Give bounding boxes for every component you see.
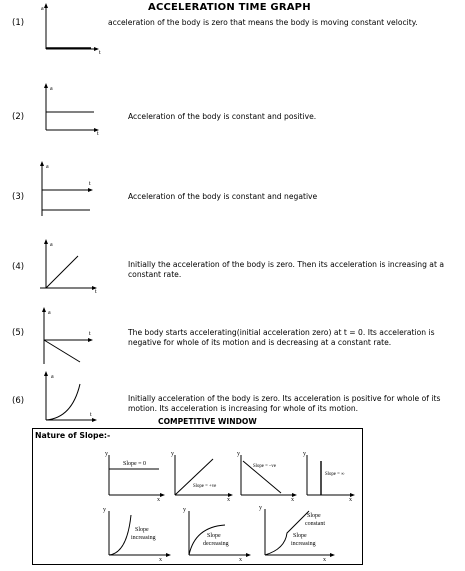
svg-text:t: t	[95, 289, 97, 295]
svg-text:increasing: increasing	[291, 541, 316, 547]
svg-text:Slope = –ve: Slope = –ve	[253, 464, 276, 469]
item-number: (3)	[12, 192, 25, 202]
slope-increasing-graph	[101, 505, 177, 563]
svg-text:t: t	[97, 131, 99, 137]
svg-text:a: a	[50, 86, 53, 92]
svg-text:y: y	[171, 451, 174, 457]
svg-text:x: x	[349, 497, 352, 501]
svg-text:t: t	[90, 412, 92, 418]
item-description: Initially the acceleration of the body is zero. Then its acceleration is increasing at a constant rate.	[128, 260, 445, 279]
slope-mixed-graph	[257, 503, 343, 563]
item-description: Acceleration of the body is constant and positive.	[128, 112, 317, 121]
svg-text:x: x	[291, 497, 294, 501]
svg-text:x: x	[323, 557, 326, 563]
graph-constant-negative	[36, 160, 106, 220]
svg-text:increasing: increasing	[131, 535, 156, 541]
svg-text:x: x	[227, 497, 230, 501]
svg-text:a: a	[48, 310, 51, 316]
slope-decreasing-graph	[181, 505, 257, 563]
graph-increasing-linear	[36, 238, 106, 296]
svg-text:t: t	[89, 331, 91, 337]
slope-infinite-graph	[301, 449, 361, 501]
graph-constant-positive	[36, 82, 106, 138]
svg-text:Slope = +ve: Slope = +ve	[193, 484, 217, 489]
svg-text:t: t	[89, 181, 91, 187]
nature-of-slope-title: Nature of Slope:-	[35, 431, 111, 440]
item-number: (5)	[12, 328, 25, 338]
slope-zero-graph	[103, 449, 169, 501]
item-description: acceleration of the body is zero that means the body is moving constant velocity.	[108, 18, 418, 27]
competitive-window-heading: COMPETITIVE WINDOW	[158, 417, 257, 426]
page-title: ACCELERATION TIME GRAPH	[148, 2, 311, 13]
item-number: (1)	[12, 18, 25, 28]
svg-text:y: y	[183, 507, 186, 513]
svg-text:decreasing: decreasing	[203, 541, 229, 547]
nature-of-slope-box	[32, 428, 363, 565]
item-description: Initially acceleration of the body is zero. Its acceleration is positive for whole of its motion. Its acceleration is increasing for whole of its motion.	[128, 394, 441, 413]
svg-text:Slope: Slope	[307, 513, 321, 519]
item-description: The body starts accelerating(initial acceleration zero) at t = 0. Its acceleration is negative for whole of its motion and is decreasing at a constant rate.	[128, 328, 435, 347]
svg-text:x: x	[157, 497, 160, 501]
svg-text:a: a	[51, 374, 54, 380]
svg-text:Slope: Slope	[135, 527, 149, 533]
svg-text:Slope: Slope	[293, 533, 307, 539]
svg-text:y: y	[303, 451, 306, 457]
svg-text:a: a	[41, 6, 44, 12]
svg-text:Slope = 0: Slope = 0	[123, 461, 147, 467]
svg-text:x: x	[239, 557, 242, 563]
svg-text:Slope = ∞: Slope = ∞	[325, 472, 345, 477]
svg-text:x: x	[159, 557, 162, 563]
item-description: Acceleration of the body is constant and negative	[128, 192, 318, 201]
svg-text:y: y	[105, 451, 108, 457]
item-number: (6)	[12, 396, 25, 406]
svg-text:y: y	[237, 451, 240, 457]
slope-negative-graph	[235, 449, 301, 501]
svg-text:y: y	[103, 507, 106, 513]
item-number: (4)	[12, 262, 25, 272]
svg-text:y: y	[259, 505, 262, 511]
svg-text:a: a	[46, 164, 49, 170]
graph-decreasing-linear	[36, 306, 106, 370]
svg-text:constant: constant	[305, 521, 325, 527]
graph-zero-acceleration	[36, 2, 106, 60]
slope-positive-graph	[169, 449, 237, 501]
svg-text:t: t	[99, 50, 101, 56]
graph-increasing-curve	[36, 370, 106, 426]
item-number: (2)	[12, 112, 25, 122]
svg-text:a: a	[50, 242, 53, 248]
svg-text:Slope: Slope	[207, 533, 221, 539]
